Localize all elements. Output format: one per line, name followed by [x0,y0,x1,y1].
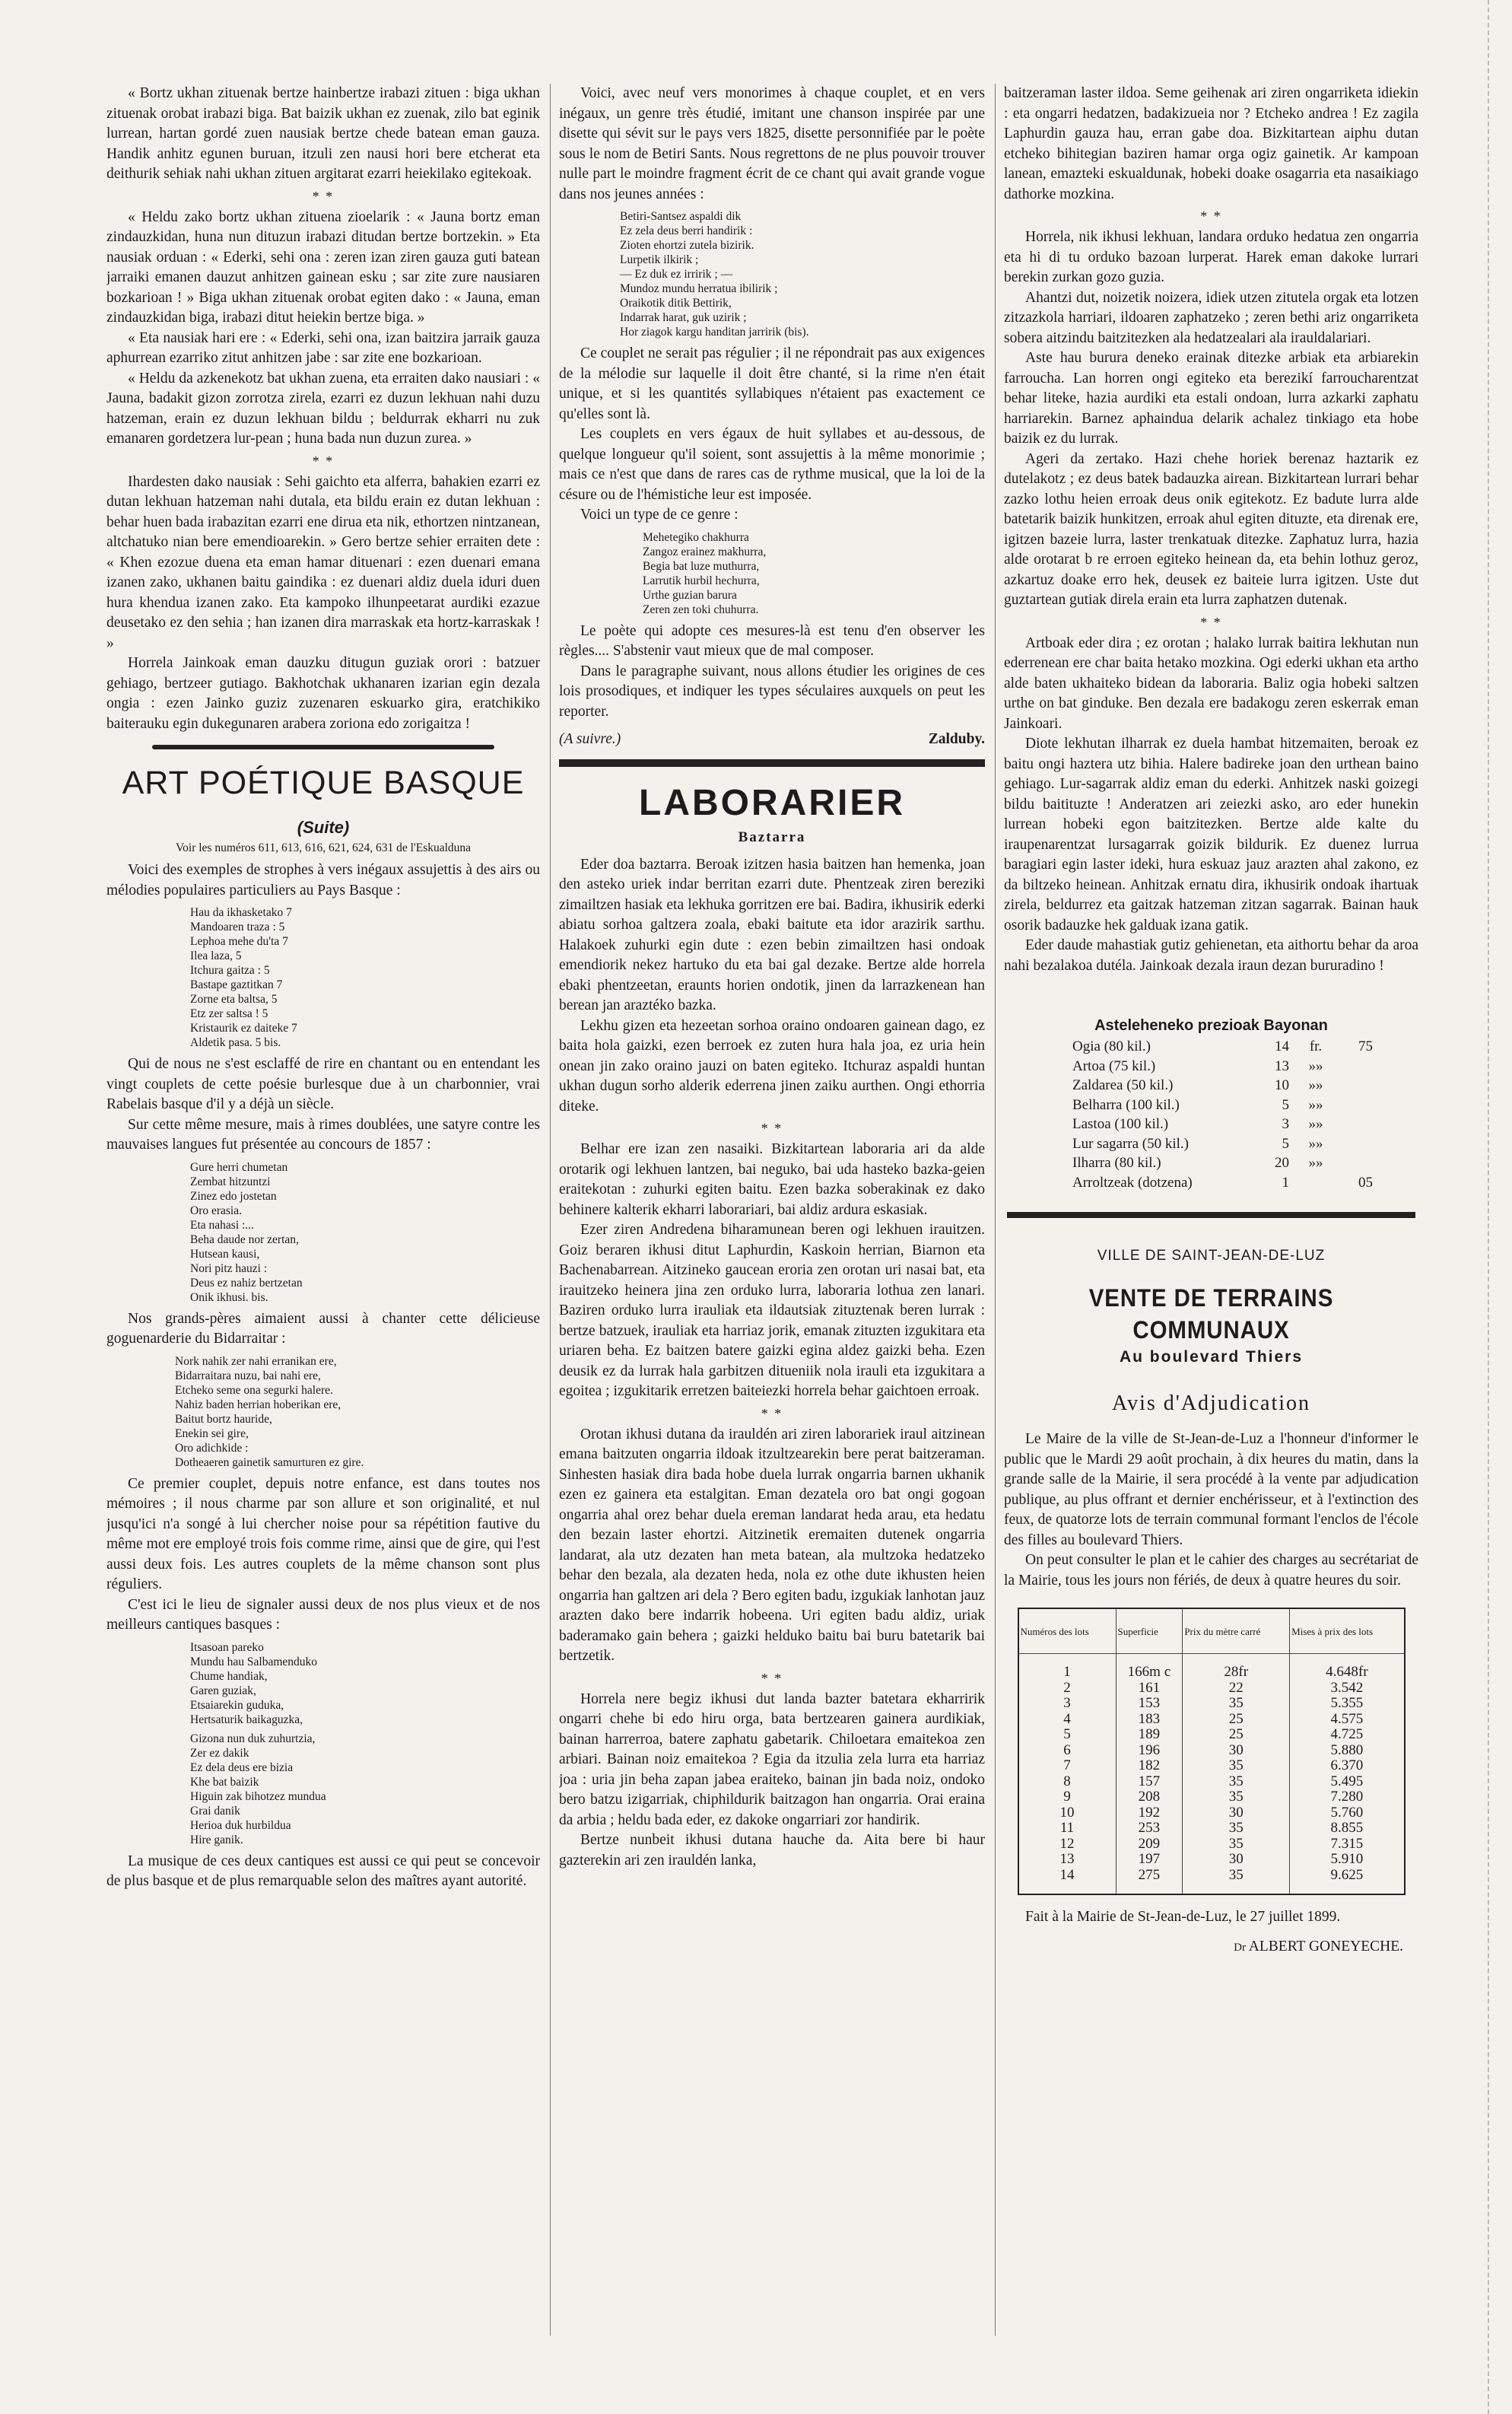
verse-block [190,905,540,1050]
notice-subtitle: Au boulevard Thiers [1119,1348,1304,1366]
verse-line: Hertsaturik baikaguzka, [190,1713,303,1726]
table-cell: 182 [1116,1758,1183,1774]
paragraph: « Heldu zako bortz ukhan zituena zioelarik : « Jauna bortz eman zindauzkidan, huna nun dituzun irabazi ditudan bertze bortzekin. » Eta nausiak orduan : « Ederki, sehi ona : zeren izan ziren gauza guti batean jarraiki emanen dauzut anhitzen gainean esku ; sar zite zure nausiaren bozkarioan ! » Biga ukhan zituenak orobat egiten dako : « Jauna, eman zindauzkidan biga, irabazi ditut heiekin bertze biga. » [106,208,540,326]
table-cell: 4.575 [1290,1712,1405,1728]
price-row [1004,1057,1418,1077]
verse-block [643,530,985,617]
price-value: 13 [1275,1058,1289,1074]
table-cell: 13 [1018,1852,1117,1868]
section-rule [559,759,985,767]
separator-stars: * * [761,1121,783,1136]
verse-line: Baitut bortz hauride, [175,1412,272,1426]
paragraph: La musique de ces deux cantiques est aussi ce qui peut se concevoir de plus basque et de plus remarquable selon des maîtres ayant autorité. [106,1853,540,1889]
separator-stars: * * [761,1405,783,1421]
to-be-continued: (A suivre.) [559,731,621,747]
table-cell: 5.760 [1290,1805,1405,1821]
price-value: 3 [1282,1116,1289,1132]
paragraph: Ezer ziren Andredena biharamunean beren ogi lekhuen irauitzen. Goiz beraren ikhusi ditut Laphurdin, Kaskoin herrian, Biarnon eta Bachenabarrean. Aitzineko gaucean eroria zen orotan uri nasai bat, eta irauitzeko heinera jina zen orduko lurra, laboraria lothua zen lanari. Baziren orduko lurra irauliak eta ildautsiak zituztenak beren lurrak : bertze batzuek, irauliak eta harriaz jorik, emanak zituzten izgukitara eta uriaren beha. Ez baitzen batere gaizki egina aldez gaizki beha. Ezen deusik ez da lurrak hala garbitzen ditueniik nola irauli eta izgukitara a egoitea ; izgukitarik erretzen baiteiezki horrela behar gaichtoen erroak. [559,1222,985,1399]
table-cell: 9.625 [1290,1868,1405,1895]
price-unit: »» [1308,1077,1323,1093]
column-rule [550,84,551,2336]
paragraph: Voici un type de ce genre : [580,507,739,523]
separator-stars: * * [761,1670,783,1686]
table-cell: 35 [1183,1774,1290,1790]
table-cell: 183 [1116,1712,1183,1728]
table-cell: 197 [1116,1852,1183,1868]
price-row [1004,1076,1418,1096]
paragraph: Horrela nere begiz ikhusi dut landa bazter batetara ekharririk ongarri chehe bi edo hiru orga, bata bertzearen gainera aurdikiak, bainan harrerroa, batere zaphatu gabetarik. Chiloetara emaitekoa zen arbiari. Bainan noiz emaitekoa ? Egia da itzulia zela lurra eta harriaz joa : uria jin beha zapan jabea eraiteko, bainan jin bada noiz, ondoko bero batzu izigarriak, chiphildurik baitzagon han ongarria. Orai eraina da arbia ; heldu bada eder, ez dakoke ongarriari zor handirik. [559,1690,985,1828]
paragraph: « Bortz ukhan zituenak bertze hainbertze irabazi zituen : biga ukhan zituenak orobat irabazi biga. Bat baizik ukhan ez zuenak, zilo bat eginik lurrean, hartan gordé zuen nausiak bertze chede batean eman gauza. Handik anhitz egunen buruan, itzuli zen nausi hori bere etcherat eta deithurik sehiak nahi ukhan zituen argitarat ezarri heiekilako egitekoak. [106,85,540,182]
verse-line: Dotheaeren gainetik samurturen ez gire. [175,1455,364,1469]
verse-line: Chume handiak, [190,1669,268,1683]
table-row [1018,1821,1405,1837]
paragraph: Dans le paragraphe suivant, nous allons étudier les origines de ces lois prosodiques, et indiquer les types séculaires auxquels on peut les reporter. [559,663,985,720]
table-header-row [1018,1608,1405,1654]
paragraph: Ahantzi dut, noizetik noizera, idiek utzen zitutela orgak eta lotzen zitzazkola harriari, ildoaren zaphatzeko ; zeren bethi ariz ongarriketa sobera aitzindu baitzitezken ala hedatzealari ala irauldalariari. [1004,289,1418,346]
signature-prefix: Dr [1234,1941,1246,1954]
paragraph: Qui de nous ne s'est esclaffé de rire en chantant ou en entendant les vingt couplets de cette poésie burlesque due à un charbonnier, vrai Rabelais basque d'il y a déjà un siècle. [106,1056,540,1112]
price-item-name: Arroltzeak (dotzena) [1072,1174,1193,1191]
price-value: 5 [1282,1096,1289,1113]
verse-line: Zinez edo jostetan [190,1189,277,1203]
table-cell: 12 [1018,1837,1117,1853]
paragraph: Horrela, nik ikhusi lekhuan, landara orduko hedatua zen ongarria eta hi di tu orduko bazoan lurperat. Harek eman dakoke lurrari berekin zurkan gozo guzia. [1004,229,1418,285]
verse-line: Zembat hitzuntzi [190,1175,271,1188]
column-middle [559,84,985,2336]
verse-line: Oro adichkide : [175,1441,249,1455]
price-item-name: Belharra (100 kil.) [1072,1096,1180,1113]
column-header: Superficie [1116,1608,1183,1654]
table-cell: 11 [1018,1821,1117,1837]
table-cell: 208 [1116,1789,1183,1805]
table-cell: 4 [1018,1712,1117,1728]
table-cell: 4.725 [1290,1727,1405,1743]
price-row [1004,1115,1418,1134]
paragraph: Le Maire de la ville de St-Jean-de-Luz a l'honneur d'informer le public que le Mardi 29 août prochain, à dix heures du matin, dans la grande salle de la Mairie, il sera procédé à la vente par adjudication publique, au plus offrant et dernier enchérisseur, et à l'extinction des feux, de quatorze lots de terrain communal formant l'enclos de l'école des filles au boulevard Thiers. [1004,1431,1418,1548]
verse-line: Mandoaren traza : 5 [190,921,285,933]
table-cell: 30 [1183,1852,1290,1868]
paragraph: Voici, avec neuf vers monorimes à chaque couplet, et en vers inégaux, un genre très étudié, imitant une chanson inspirée par une disette qui sévit sur le pays vers 1825, disette personnifiée par le poète sous le nom de Betiri Sants. Nous regrettons de ne plus pouvoir trouver nulle part le moindre fragment écrit de ce chant qui avait grande vogue dans nos jeunes années : [559,85,985,202]
section-title: LABORARIER [639,782,905,823]
verse-line: Nori pitz hauzi : [190,1261,268,1275]
table-cell: 5.910 [1290,1852,1405,1868]
verse-line: Hire ganik. [190,1833,243,1846]
table-cell: 5.880 [1290,1743,1405,1759]
price-unit: »» [1308,1096,1323,1113]
verse-line: Etz zer saltsa ! 5 [190,1007,268,1020]
paragraph: Eder doa baztarra. Beroak izitzen hasia baitzen han hemenka, joan den asteko uriek indar berritan ezarri dute. Phentzeak ziren bereziki zimailtzen hasiak eta lekhuka gorritzen ere bai. Badira, ikhusirik ederki abiatu sorhoa galtzera zoala, ebaki baitute eta idor arazirik sarthu. Halakoek zuhurki egin dute : ezen bebin zimailtzen hasi ondoak emendiorik nekez hartuko du eta bai gal dezake. Bertze alde horrela ebaki phentzeetan, eraunts horien ondotik, jinen da larrazkenean han berean jan araztéko bazka. [559,856,985,1013]
table-cell: 28fr [1183,1654,1290,1681]
table-cell: 4.648fr [1290,1654,1405,1681]
notice-title: VENTE DE TERRAINS COMMUNAUX [1088,1284,1334,1344]
verse-line: Lurpetik ilkirik ; [620,253,699,266]
table-cell: 30 [1183,1805,1290,1821]
paragraph: Horrela Jainkoak eman dauzku ditugun guziak orori : batzuer gehiago, bertzeer gutiago. Bakhotchak ukhanaren izarian egin dezala ongia : ezen Jainko guziz zuzenaren eskuarko gira, eratchikiko baiterauku egin dukegunaren arabera zoriona edo zorigaitza ! [106,655,540,732]
table-cell: 25 [1183,1727,1290,1743]
paragraph: Bertze nunbeit ikhusi dutana hauche da. Aita bere bi haur gazterekin ari zen irauldén lanka, [559,1832,985,1869]
table-row [1018,1868,1405,1895]
verse-line: Indarrak harat, guk uzirik ; [620,311,747,324]
price-cents: 75 [1358,1038,1373,1054]
table-cell: 166m c [1116,1654,1183,1681]
column-right [1004,84,1418,2336]
table-row [1018,1774,1405,1790]
verse-block [190,1732,540,1847]
paragraph: Les couplets en vers égaux de huit syllabes et au-dessous, de quelque longueur qu'il soient, sont assujettis à la même monorimie ; mais ce n'est que dans de rares cas de rythme musical, que la loi de la césure ou de l'hémistiche leur est imposée. [559,426,985,503]
article-reference: Voir les numéros 611, 613, 616, 621, 624, 631 de l'Eskualduna [175,841,472,854]
table-cell: 196 [1116,1743,1183,1759]
column-rule [995,84,996,2336]
verse-line: Deus ez nahiz bertzetan [190,1276,303,1290]
verse-line: Mehetegiko chakhurra [643,530,749,544]
table-cell: 6.370 [1290,1758,1405,1774]
section-subtitle: Baztarra [738,829,806,845]
paragraph: Nos grands-pères aimaient aussi à chanter cette délicieuse goguenarderie du Bidarraitar : [106,1310,540,1347]
section-rule [1007,1212,1415,1218]
paragraph: Le poète qui adopte ces mesures-là est tenu d'en observer les règles.... S'abstenir vaut mieux que de mal composer. [559,622,985,659]
verse-line: Larrutik hurbil hechurra, [643,574,760,587]
price-row [1004,1173,1418,1193]
section-rule [152,745,494,749]
paragraph: On peut consulter le plan et le cahier des charges au secrétariat de la Mairie, tous les jours non fériés, de deux à quatre heures du soir. [1004,1552,1418,1589]
paragraph: Orotan ikhusi dutana da irauldén ari ziren laborariek iraul aitzinean emana baitzuten ongarria ildoak itzultzearekin bere perat baitzeraman. Sinhesten hasiak dira bada hobe duela lurrak ongarria barnen ukhanik ezen ez gainera eta estalgitan. Eman dezatela oro bat ongi gogoan ongarria ahal orez behar duela ereman landarat heda arau, eta hedatu den bezain laster ehortzi. Aitzinetik eremaiten dutenek ongarria landarat, ala utz dezaten han meta batean, ala multzoka hedatzeko behar den bezala, ala dezaten heda, nola ez othe dute ikhusten heien ongarria han galtzen ari dela ? Bero egiten badu, izgukiak lanhotan jauz arazten dako bere indarrik hobeena. Uri egiten badu aldiz, uriak baderamako gain behera ; gaizki helduko baitu bai buru batetarik bai bertzetik. [559,1426,985,1664]
table-cell: 35 [1183,1696,1290,1712]
table-cell: 153 [1116,1696,1183,1712]
price-value: 10 [1275,1077,1289,1093]
separator-stars: * * [1200,614,1222,630]
table-cell: 5 [1018,1727,1117,1743]
table-cell: 161 [1116,1681,1183,1697]
table-cell: 22 [1183,1681,1290,1697]
table-cell: 3 [1018,1696,1117,1712]
price-value: 1 [1282,1174,1289,1191]
price-value: 14 [1275,1038,1289,1054]
table-cell: 1 [1018,1654,1117,1681]
separator-stars: * * [312,188,335,204]
article-title: ART POÉTIQUE BASQUE [122,765,525,801]
price-value: 5 [1282,1135,1289,1152]
paragraph: baitzeraman laster ildoa. Seme geihenak ari ziren ongarriketa idiekin : eta ongarri hedatzen, badakizueia nor ? Etcheko andrea ! Ez zagila Laphurdin gauza hau, erran gabe doa. Bizkitartean aiphu dutan etcheko bihitegian baziren hamar orga ogiz gainetik. Ar kampoan lanean, emazteki eskualdunak, hobeki doake osagarria eta nasaikiago dathorke mozkina. [1004,85,1418,202]
price-item-name: Lur sagarra (50 kil.) [1072,1135,1189,1152]
verse-line: Enekin sei gire, [175,1426,249,1440]
table-cell: 14 [1018,1868,1117,1895]
price-item-name: Artoa (75 kil.) [1072,1058,1156,1074]
verse-line: Zangoz erainez makhurra, [643,545,767,558]
verse-block [190,1160,540,1305]
column-header: Mises à prix des lots [1290,1608,1405,1654]
verse-line: Zer ez dakik [190,1746,249,1760]
price-cents [1342,1115,1373,1134]
table-row [1018,1837,1405,1853]
verse-line: Garen guziak, [190,1684,256,1697]
verse-line: Hor ziagok kargu handitan jarririk (bis). [620,326,809,339]
separator-stars: * * [1200,208,1222,224]
verse-line: Higuin zak bihotzez mundua [190,1789,326,1803]
price-item-name: Lastoa (100 kil.) [1072,1116,1169,1132]
price-unit: »» [1308,1135,1323,1152]
verse-line: Etcheko seme ona segurki halere. [175,1383,333,1397]
verse-line: Onik ikhusi. bis. [190,1290,268,1304]
article-subtitle: (Suite) [297,818,350,837]
verse-line: Gizona nun duk zuhurtzia, [190,1732,316,1745]
price-row [1004,1037,1418,1057]
table-row [1018,1727,1405,1743]
table-row [1018,1758,1405,1774]
verse-line: Hutsean kausi, [190,1247,260,1261]
author-signature: Zalduby. [928,731,985,747]
price-item-name: Zaldarea (50 kil.) [1072,1077,1174,1093]
table-cell: 192 [1116,1805,1183,1821]
verse-line: Ez dela deus ere bizia [190,1760,294,1774]
price-cents [1342,1096,1373,1115]
price-item-name: Ogia (80 kil.) [1072,1038,1151,1054]
verse-line: Beha daude nor zertan, [190,1232,299,1246]
separator-stars: * * [312,453,335,469]
price-row [1004,1134,1418,1154]
paragraph: Lekhu gizen eta hezeetan sorhoa oraino ondoaren gainean dago, ez baita hola gaizki, ezen berroek ez zuten hura hala joa, ez uria hein onean jin zako oraino jauzi on baten egiteko. Itchuraz aspaldi huntan ukhan dugun sorho alderik ederrena jinen zaiku aurthen. Ongi ethorria diteke. [559,1017,985,1115]
price-item-name: Ilharra (80 kil.) [1072,1155,1161,1171]
verse-line: Begia bat luze muthurra, [643,559,760,573]
verse-line: Betiri-Santsez aspaldi dik [620,210,742,223]
price-cents [1342,1076,1373,1096]
verse-line: Ilea laza, 5 [190,949,242,962]
verse-line: Mundoz mundu herratua ibilirik ; [620,282,778,295]
verse-line: Bidarraitara nuzu, bai nahi ere, [175,1369,321,1382]
verse-block [175,1354,540,1470]
paragraph: Ihardesten dako nausiak : Sehi gaichto eta alferra, bahakien ezarri ez dutan lekhuan hatzeman nahi dutala, eta bildu erain ez dutan lekhuan : behar huen bada irabazitan ezarri ene dirua eta nik, ethortzen nintzanean, altchatuko nian bere emendioarekin. » Gero bertze sehier erraiten dete : « Khen ezozue duena eta eman hamar dituenari : ezen duenari emana izanen zako, ukhanen baitu gaindika : ez duenari aldiz duela iduri duen hura khendua izanen zako. Eta kampoko ilhunpeetarat aurdiki ezazue deusetako ez den sehia ; han izanen dira marraskak eta hortz-karraskak ! » [106,473,540,651]
prices-title: Asteleheneko prezioak Bayonan [1094,1017,1328,1034]
verse-line: Zorne eta baltsa, 5 [190,993,278,1006]
table-row [1018,1743,1405,1759]
notice-date: Fait à la Mairie de St-Jean-de-Luz, le 27 juillet 1899. [1025,1909,1341,1925]
table-row [1018,1696,1405,1712]
table-cell: 5.495 [1290,1774,1405,1790]
price-unit: »» [1308,1058,1323,1074]
verse-line: Aldetik pasa. 5 bis. [190,1036,281,1049]
verse-line: Lephoa mehe du'ta 7 [190,935,288,948]
verse-line: Itchura gaitza : 5 [190,964,270,977]
verse-block [190,1640,540,1727]
page-fold-line [1488,0,1489,2414]
table-cell: 35 [1183,1789,1290,1805]
table-cell: 35 [1183,1868,1290,1895]
paragraph: Eder daude mahastiak gutiz gehienetan, eta aithortu behar da aroa nahi bezalakoa dutéla. Jainkoak dezala iraun dezan bururadino ! [1004,937,1418,974]
verse-line: Grai danik [190,1804,240,1818]
table-cell: 209 [1116,1837,1183,1853]
paragraph: Voici des exemples de strophes à vers inégaux assujettis à des airs ou mélodies populaires particuliers au Pays Basque : [106,862,540,898]
verse-line: Bastape gaztitkan 7 [190,978,283,991]
verse-line: Zioten ehortzi zutela bizirik. [620,239,754,252]
verse-line: Oraikotik ditik Bettirik, [620,297,732,310]
price-unit: fr. [1309,1038,1323,1054]
verse-line: Oro erasia. [190,1204,242,1217]
table-cell: 35 [1183,1758,1290,1774]
table-cell: 189 [1116,1727,1183,1743]
verse-line: Gure herri chumetan [190,1160,288,1174]
table-cell: 3.542 [1290,1681,1405,1697]
verse-block [620,209,985,339]
verse-line: Herioa duk hurbildua [190,1818,291,1832]
table-cell: 2 [1018,1681,1117,1697]
price-row [1004,1153,1418,1173]
paragraph: Belhar ere izan zen nasaiki. Bizkitartean laboraria ari da alde orotarik ogi lekhuen lantzen, bai neguko, bai uda hasteko bazka-geien eraitekotan : zuhurki egiten baitu. Ezen bazka soberakinak ez dako behinere kalterik ekharri laborariari, bai aldiz ardura eskasiak. [559,1141,985,1218]
table-cell: 35 [1183,1837,1290,1853]
paragraph: Sur cette même mesure, mais à rimes doublées, une satyre contre les mauvaises langues fut présentée au concours de 1857 : [106,1116,540,1153]
notice-heading: Avis d'Adjudication [1111,1391,1311,1415]
table-row [1018,1712,1405,1728]
paragraph: Ageri da zertako. Hazi chehe horiek berenaz haztarik ez dutelakotz ; ez deus batek badauzka airean. Bizkitartean lurrari behar zazko lothu heien erroak deus onik egitekotz. Ez badute lurra alde batetarik baizik hunkitzen, erroak ahul egiten dituzte, eta direnak ere, igitzen bazeie lurra, laster trenkatuak ditezke. Zaphatuz lurra, hazia alde orotarat b re erroen egiteko heinean da, eta behin lothuz geroz, azkartuz doake erro hek, deusek ez baiteie lurra igitzen. Uste dut guztartean gutiak direla erain eta lurra zaphatzen dutenak. [1004,450,1418,608]
table-cell: 7.280 [1290,1789,1405,1805]
price-cents [1342,1134,1373,1154]
table-cell: 30 [1183,1743,1290,1759]
verse-line: Nork nahik zer nahi erranikan ere, [175,1354,337,1368]
table-row [1018,1852,1405,1868]
price-row [1004,1096,1418,1115]
verse-line: — Ez duk ez irririk ; — [620,268,733,281]
price-cents: 05 [1358,1174,1373,1191]
price-unit [1289,1173,1342,1193]
table-cell: 8.855 [1290,1821,1405,1837]
notice-signature [1004,1937,1418,1958]
column-header: Prix du mètre carré [1183,1608,1290,1654]
paragraph: « Heldu da azkenekotz bat ukhan zuena, eta erraiten dako nausiari : « Jauna, badakit gizon zorrotza zirela, ezarri ez duzun lekhuan nahi duzu hatzeman, erain ez duzun lekhuan bildu ; beldurrak ekharri nu zuk emanaren gordetzera lur-pean ; huna bada nun duzun zurea. » [106,370,540,447]
paragraph: « Eta nausiak hari ere : « Ederki, sehi ona, izan baitzira jarraik gauza aphurrean ezarriko zitut anhitzen jabe : sar zite ene bozkarioan. [106,329,540,366]
price-cents [1342,1153,1373,1173]
table-cell: 9 [1018,1789,1117,1805]
verse-line: Etsaiarekin guduka, [190,1698,284,1712]
verse-line: Eta nahasi :... [190,1218,254,1232]
table-cell: 7.315 [1290,1837,1405,1853]
table-row [1018,1789,1405,1805]
verse-line: Urthe guzian barura [643,588,737,602]
table-row [1018,1654,1405,1681]
paragraph: Diote lekhutan ilharrak ez duela hambat hitzemaiten, beroak ez baitu ongi haztera utz bihia. Halere badireke joan den urthean baino gehiago. Lur-sagarrak aldiz eman du ederki. Anhitzek naski goizegi bildu baitituzte ! Anderatzen ari zeiezki asko, aro eder hunekin lurrean hobeki egon baitzitezken. Bertze alde kalte du iraupenarentzat lursagarrak goizik bildurik. Ez duenez lurrua baragiari egin laster ideki, hura eskuaz jauz arazten ahal zakono, ez da biltzeko heinean. Anhitzak ernatu dira, ikhusirik ondoak ihartuak zirela, beldurrez eta gaitzak hatzeman zitzan sagarrak. Bainan hauk osorik badauzke hek galduak izana gatik. [1004,736,1418,933]
table-cell: 253 [1116,1821,1183,1837]
paragraph: Ce couplet ne serait pas régulier ; il ne répondrait pas aux exigences de la mélodie sur laquelle il doit être chanté, si la rime n'en était unique, et si les quantités syllabiques n'étaient pas exactement ce qu'elles sont là. [559,345,985,422]
verse-line: Itsasoan pareko [190,1640,264,1654]
paragraph: Aste hau burura deneko erainak ditezke arbiak eta arbiarekin farroucha. Lan horren ongi egiteko eta berezikí farroucharentzat behar liteke, hazia aurdiki eta estali ondoan, lurra azkarki zaphatu harriarekin. Barnez aphaindua delarik achalez tinkiago eta hobe baizik ez du lurrak. [1004,350,1418,447]
lots-table [1018,1608,1406,1895]
table-cell: 35 [1183,1821,1290,1837]
table-row [1018,1681,1405,1697]
paragraph: Ce premier couplet, depuis notre enfance, est dans toutes nos mémoires ; il nous charme par son allure et son originalité, et nul jusqu'ici n'a songé à lui chercher noise pour sa répétition fautive du même mot ere employé trois fois comme rime, ainsi que de gire, qui l'est aussi deux fois. Les autres couplets de la même chanson sont plus réguliers. [106,1475,540,1592]
table-cell: 157 [1116,1774,1183,1790]
verse-line: Kristaurik ez daiteke 7 [190,1022,297,1035]
notice-town: VILLE DE SAINT-JEAN-DE-LUZ [1097,1248,1326,1264]
table-cell: 7 [1018,1758,1117,1774]
price-value: 20 [1275,1155,1289,1171]
verse-line: Khe bat baizik [190,1775,259,1789]
article-signature-line [559,730,985,750]
table-cell: 6 [1018,1743,1117,1759]
paragraph: C'est ici le lieu de signaler aussi deux de nos plus vieux et de nos meilleurs cantiques basques : [106,1596,540,1633]
table-cell: 10 [1018,1805,1117,1821]
signature-name: ALBERT GONEYECHE. [1248,1938,1403,1954]
verse-line: Zeren zen toki chuhurra. [643,603,759,616]
paragraph: Artboak eder dira ; ez orotan ; halako lurrak baitira lekhutan nun ederrenean ere char baita hetako mozkina. Ogi ederki ukhan eta artho alde baten ukhaiteko bidean da laboraria. Baliz ogia hobeki saltzen urthe on bat ginduke. Ben dezala ere badakogu zeren eskerrak eman Jainkoari. [1004,635,1418,732]
column-left [106,84,540,2336]
verse-line: Ez zela deus berri handirik : [620,224,753,237]
verse-line: Hau da ikhasketako 7 [190,906,292,919]
price-unit: »» [1308,1116,1323,1132]
prices-list [1004,1037,1418,1192]
verse-line: Nahiz baden herrian hoberikan ere, [175,1398,341,1411]
table-row [1018,1805,1405,1821]
verse-line: Mundu hau Salbamenduko [190,1655,318,1668]
table-cell: 275 [1116,1868,1183,1895]
table-cell: 25 [1183,1712,1290,1728]
table-cell: 8 [1018,1774,1117,1790]
column-header: Numéros des lots [1018,1608,1117,1654]
price-unit: »» [1308,1155,1323,1171]
newspaper-page [106,84,1418,2336]
table-cell: 5.355 [1290,1696,1405,1712]
price-cents [1342,1057,1373,1077]
